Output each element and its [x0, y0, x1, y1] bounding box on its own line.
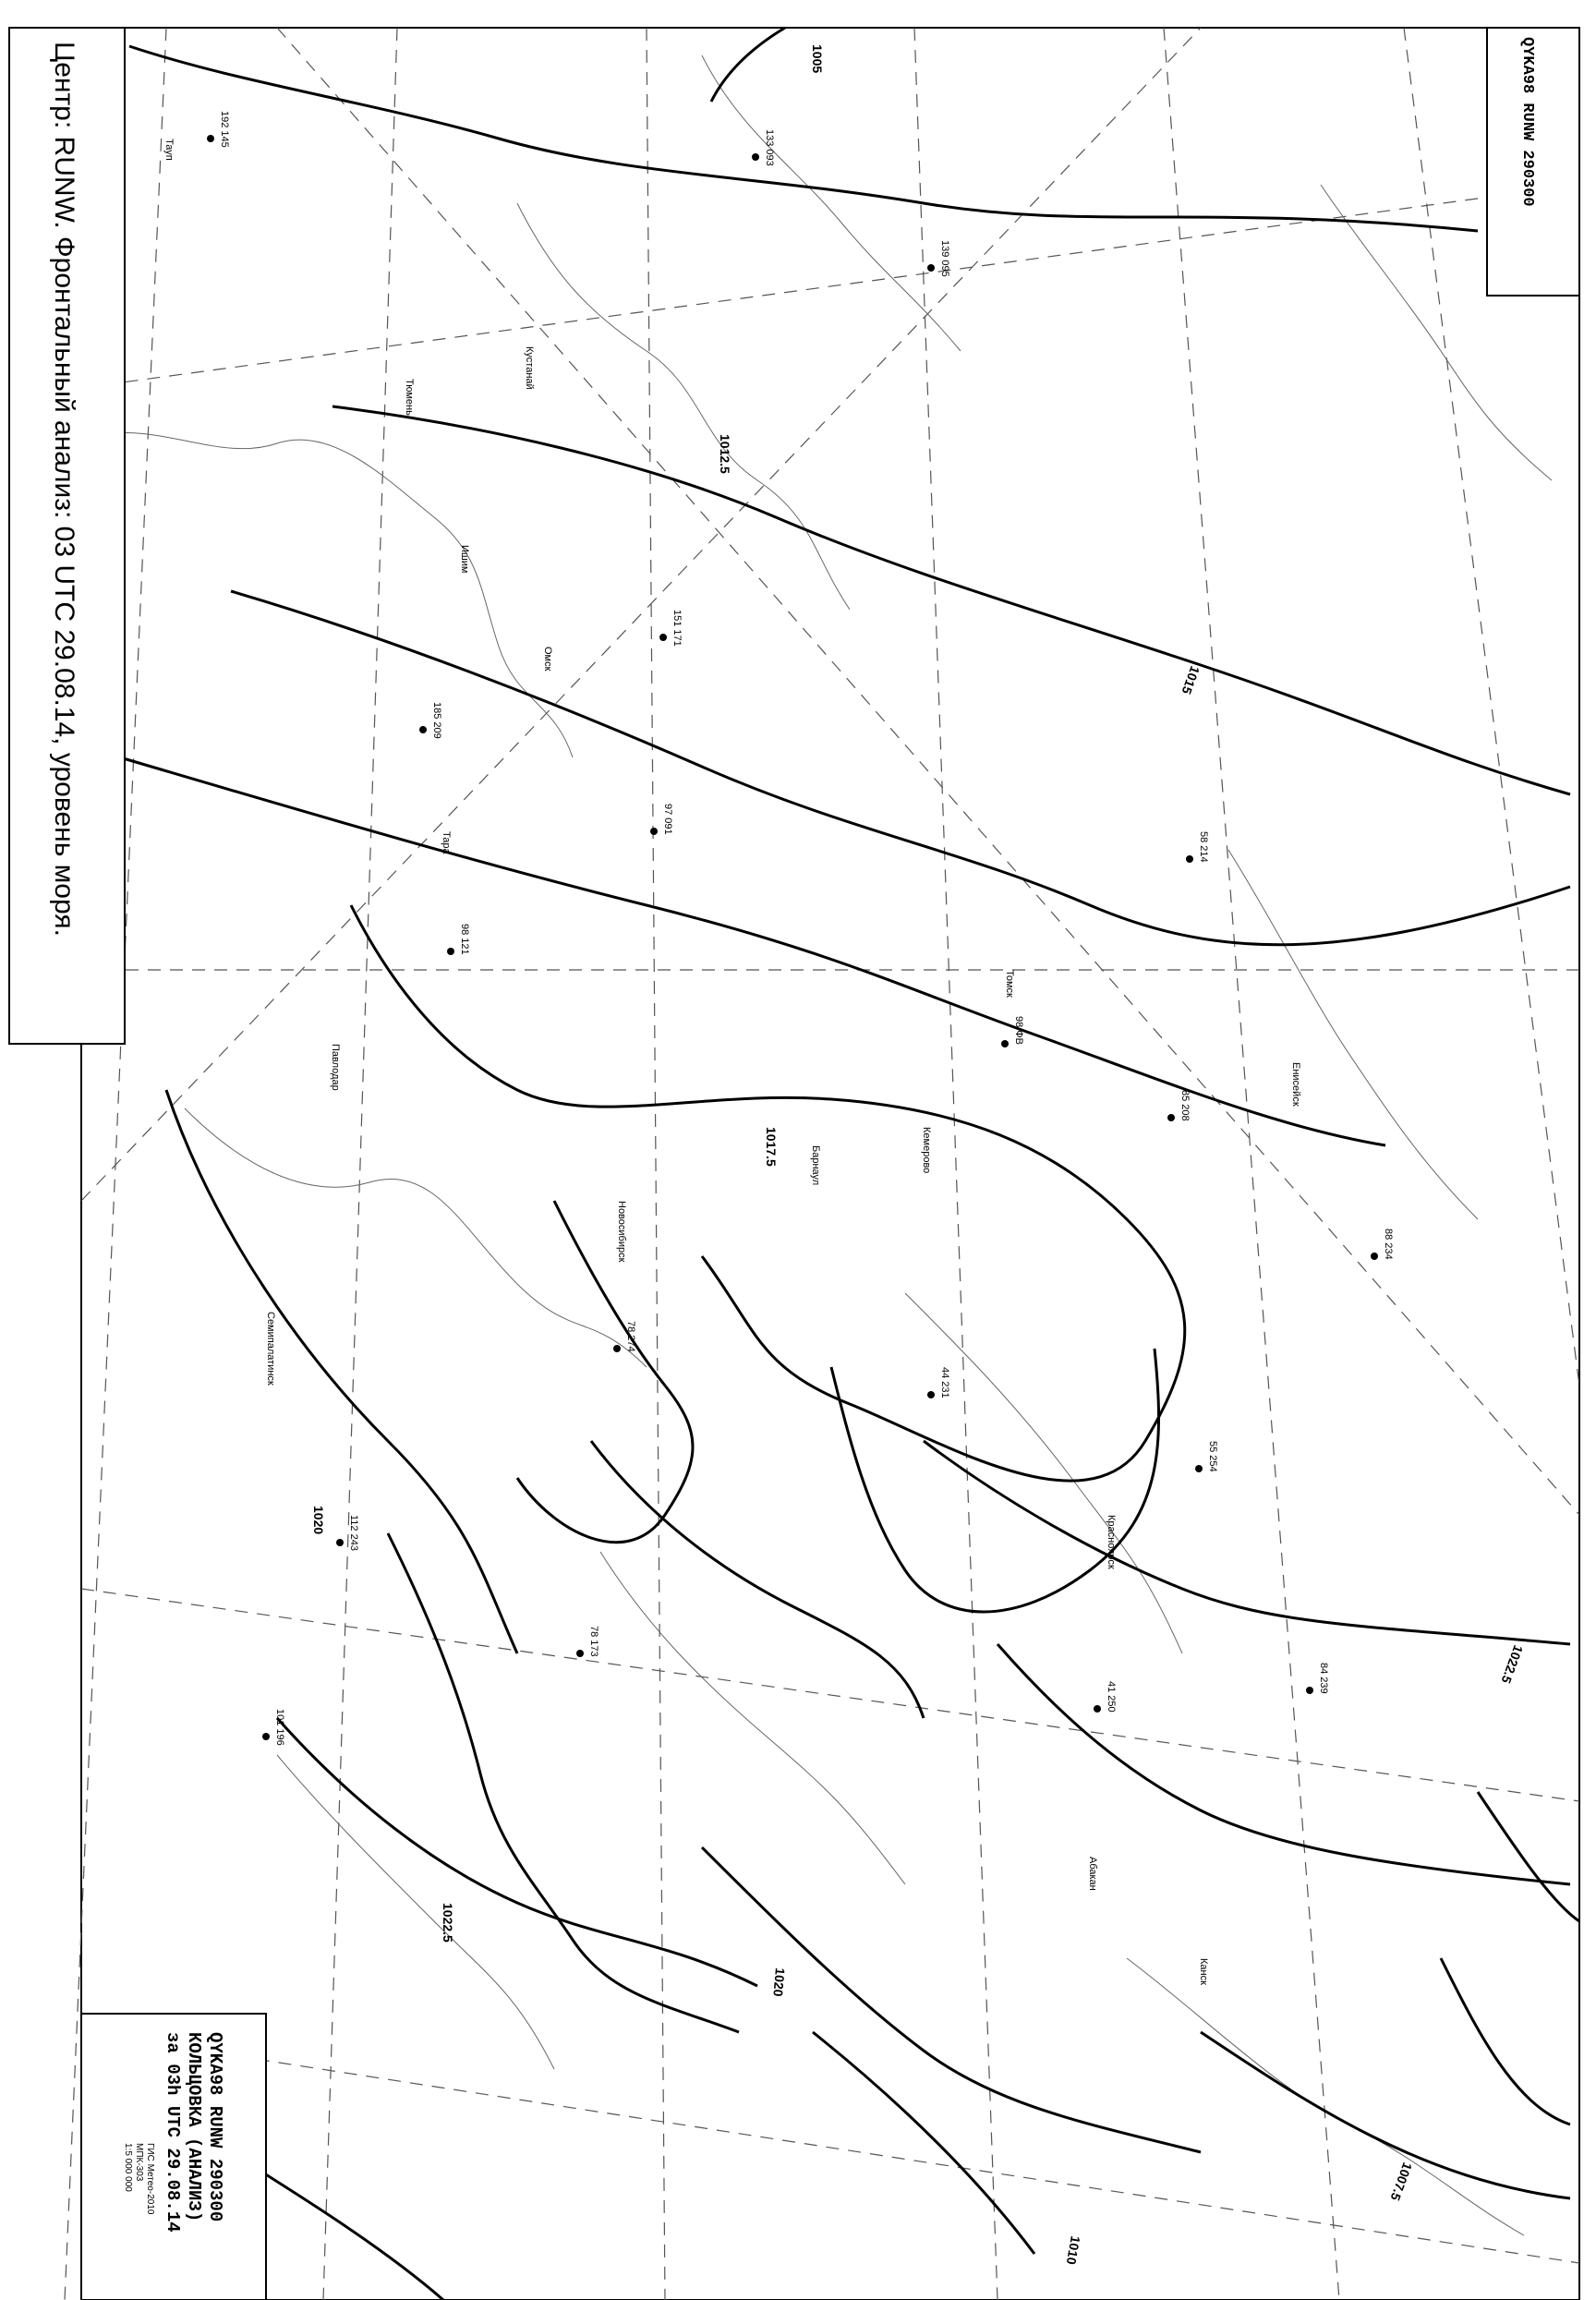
- station-name: Павлодар: [330, 1044, 341, 1091]
- station-name: Енисейск: [1290, 1062, 1301, 1107]
- station-code: 151 171: [671, 610, 683, 647]
- station-marker: [336, 1539, 344, 1546]
- station-code: 139 095: [939, 240, 950, 277]
- isobar-label-1015: 1015: [1179, 663, 1203, 696]
- station-code: 98 ФВ: [1013, 1016, 1024, 1045]
- isobar-label-1020: 1020: [311, 1506, 326, 1535]
- station-name: Тюмень: [404, 379, 415, 416]
- legend-line-5: МПК-303: [134, 2143, 144, 2182]
- station-marker: [1306, 1687, 1313, 1694]
- station-code: 101 196: [274, 1709, 285, 1746]
- station-marker: [1001, 1040, 1009, 1047]
- station-code: 97 091: [662, 804, 673, 835]
- station-name: Абакан: [1087, 1857, 1098, 1891]
- station-marker: [650, 828, 658, 835]
- station-code: 192 145: [219, 111, 230, 148]
- station-code: 78 173: [588, 1626, 599, 1657]
- station-name: Ишим: [459, 545, 470, 574]
- legend-line-1: QYKA98 RUNW 290300: [205, 2032, 225, 2222]
- station-code: 41 250: [1106, 1681, 1117, 1713]
- station-marker: [752, 153, 759, 161]
- station-marker: [576, 1650, 584, 1657]
- station-code: 84 239: [1318, 1663, 1329, 1694]
- isobar-label-1022-5-b: 1022.5: [1498, 1642, 1527, 1686]
- header-strip: [1487, 28, 1579, 296]
- station-name: Омск: [542, 647, 553, 672]
- station-name: Томск: [1004, 970, 1015, 998]
- station-marker: [927, 1391, 935, 1398]
- station-code: 98 121: [459, 924, 470, 955]
- station-code: 58 214: [1198, 831, 1209, 863]
- isobar-label-1007-5: 1007.5: [1387, 2160, 1416, 2203]
- legend-line-3: за 03h UTC 29.08.14: [163, 2032, 183, 2233]
- legend-line-2: КОЛЬЦОВКА (АНАЛИЗ): [184, 2032, 204, 2222]
- station-marker: [1195, 1465, 1203, 1472]
- station-marker: [927, 264, 935, 272]
- station-code: 85 208: [1179, 1090, 1191, 1121]
- station-marker: [613, 1345, 621, 1352]
- station-code: 78 274: [625, 1321, 636, 1352]
- station-name: Кемерово: [921, 1127, 932, 1174]
- station-marker: [207, 135, 214, 142]
- station-marker: [1371, 1253, 1378, 1260]
- station-name: Семипалатинск: [265, 1312, 276, 1386]
- station-name: Канск: [1198, 1958, 1209, 1985]
- isobar-label-1005: 1005: [810, 44, 825, 74]
- station-code: 112 243: [348, 1515, 359, 1551]
- station-name: Новосибирск: [616, 1201, 627, 1263]
- isobar-label-1010: 1010: [1063, 2234, 1083, 2266]
- station-marker: [1094, 1705, 1101, 1713]
- station-marker: [419, 726, 427, 733]
- station-name: Тауп: [163, 139, 175, 161]
- station-marker: [1167, 1114, 1175, 1121]
- station-code: 88 234: [1383, 1229, 1394, 1260]
- station-name: Кустанай: [524, 346, 535, 390]
- legend-box: [81, 2014, 266, 2300]
- isobar-label-1012-5: 1012.5: [718, 434, 732, 474]
- station-code: 44 231: [939, 1367, 950, 1398]
- isobar-label-1017-5: 1017.5: [764, 1127, 779, 1167]
- station-code: 133 093: [764, 129, 775, 166]
- title-box: [9, 28, 125, 1044]
- station-marker: [262, 1733, 270, 1740]
- station-marker: [447, 948, 454, 955]
- map-title: Центр: RUNW. Фронтальный анализ: 03 UTC 29.08.14, уровень моря.: [49, 42, 79, 937]
- station-code: 185 209: [431, 702, 442, 739]
- station-code: 55 254: [1207, 1441, 1218, 1472]
- station-name: Красноярск: [1106, 1515, 1117, 1569]
- station-marker: [1186, 855, 1193, 863]
- header-code: QYKA98 RUNW 290300: [1518, 37, 1536, 207]
- station-name: Тара: [441, 831, 452, 854]
- legend-line-6: 1:5 000 000: [123, 2143, 133, 2192]
- isobar-label-1022-5: 1022.5: [441, 1903, 455, 1943]
- legend-line-4: ГИС Метео-2010: [145, 2143, 155, 2215]
- station-marker: [659, 634, 667, 641]
- isobar-label-1020-b: 1020: [770, 1967, 788, 1998]
- station-name: Барнаул: [810, 1145, 821, 1186]
